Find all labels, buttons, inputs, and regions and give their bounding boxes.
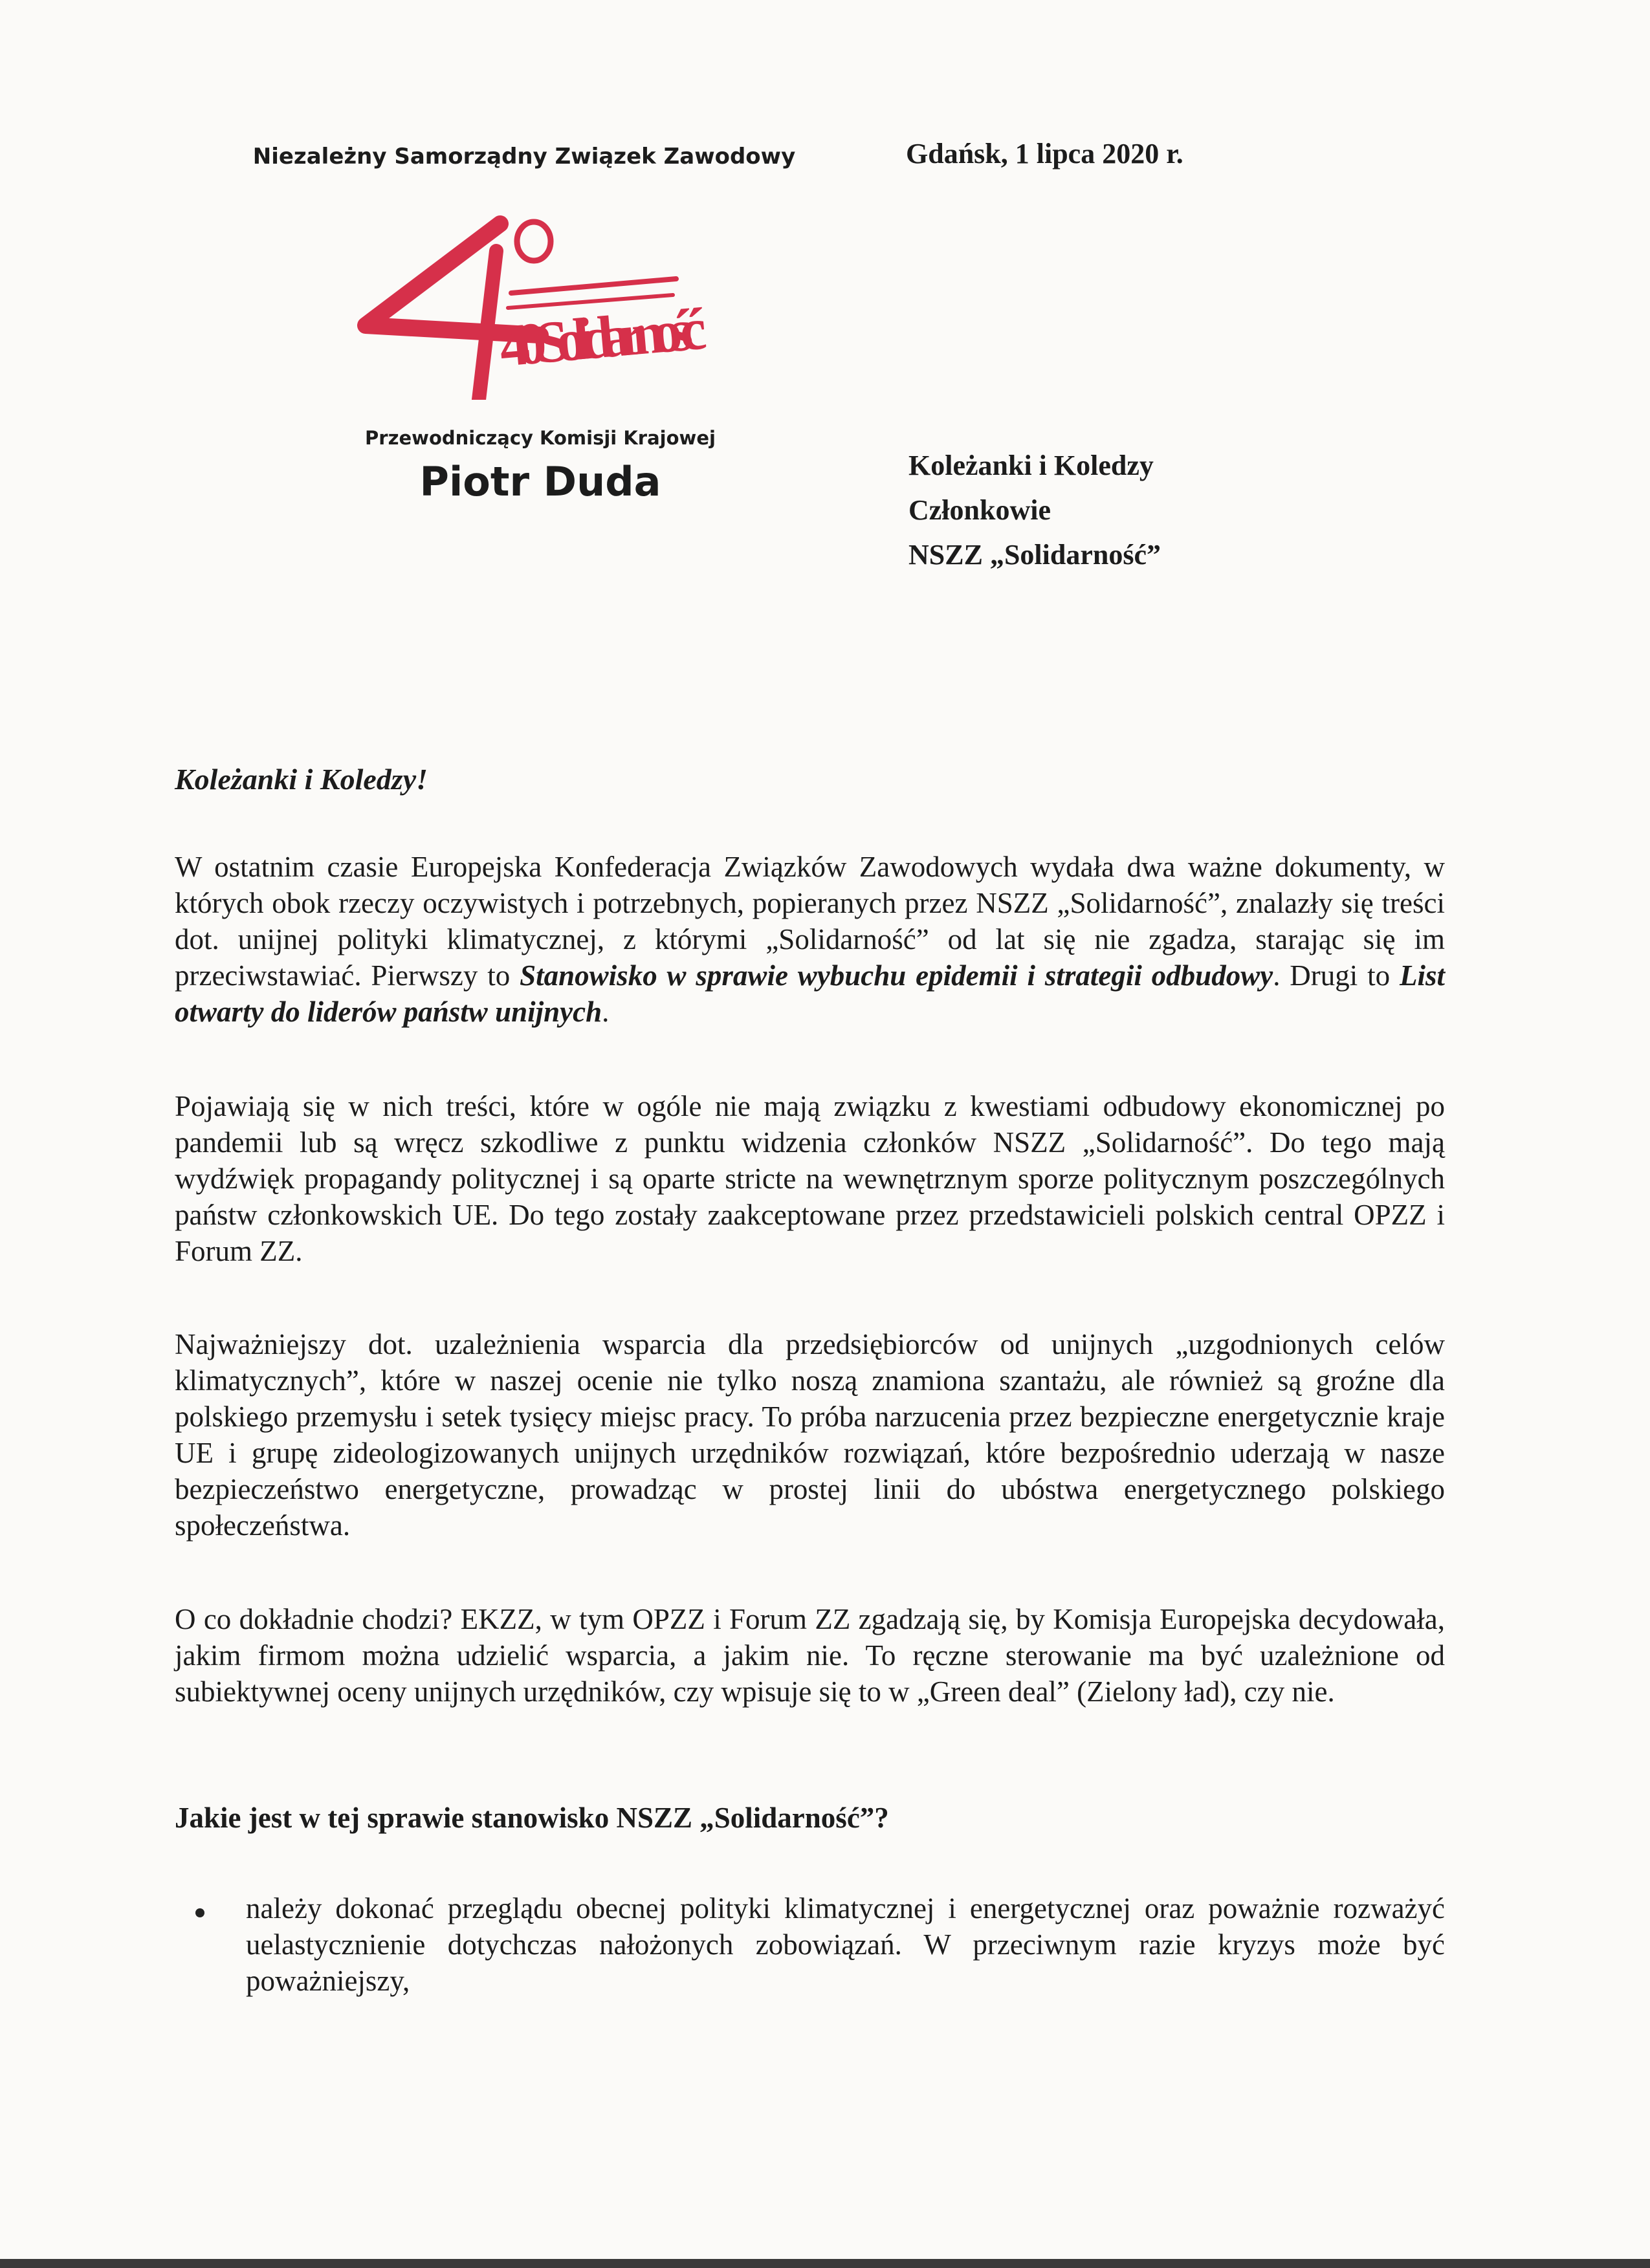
paragraph-1-text-e: .: [602, 996, 610, 1028]
document-title-list: List otwarty do liderów państw unijnych: [175, 959, 1445, 1028]
solidarnosc-40-logo: [346, 212, 718, 400]
document-title-stanowisko: Stanowisko w sprawie wybuchu epidemii i strategii odbudowy: [520, 959, 1273, 992]
addressee-line-2: Członkowie: [908, 494, 1051, 526]
organization-name: Niezależny Samorządny Związek Zawodowy: [252, 144, 796, 169]
chair-role: Przewodniczący Komisji Krajowej: [365, 427, 716, 449]
paragraph-2: Pojawiają się w nich treści, które w ogóle nie mają związku z kwestiami odbudowy ekonomicznej po pandemii lub są wręcz szkodliwe z punktu widzenia członków NSZZ „Solidarność”. Do tego mają wydźwięk propagandy politycznej i są oparte stricte na wewnętrznym sporze politycznym poszczególnych państw członkowskich UE. Do tego zostały zaakceptowane przez przedstawicieli polskich central OPZZ i Forum ZZ.: [175, 1090, 1445, 1267]
paragraph-1-text-a: W ostatnim czasie Europejska Konfederacja Związków Zawodowych wydała dwa ważne dokumenty, w których obok rzeczy oczywistych i potrzebnych, popieranych przez NSZZ „Solidarność”, znalazły się treści dot. unijnej polityki klimatycznej, z którymi „Solidarność” od lat się nie zgadza, starając się im przeciwstawiać. Pierwszy to: [175, 851, 1445, 992]
bullet-item-1: należy dokonać przeglądu obecnej polityki klimatycznej i energetycznej oraz poważnie rozważyć uelastycznienie dotychczas nałożonych zobowiązań. W przeciwnym razie kryzys może być poważniejszy,: [246, 1892, 1445, 1997]
logo-wordmark: 40 Solidarność: [496, 295, 709, 379]
bullet-icon: [195, 1908, 204, 1917]
chair-name: Piotr Duda: [419, 458, 661, 505]
paragraph-1-text-c: . Drugi to: [1273, 959, 1400, 992]
addressee-line-3: NSZZ „Solidarność”: [908, 539, 1161, 571]
paragraph-4: O co dokładnie chodzi? EKZZ, w tym OPZZ i Forum ZZ zgadzają się, by Komisja Europejska decydowała, jakim firmom można udzielić wsparcia, a jakim nie. To ręczne sterowanie ma być uzależnione od subiektywnej oceny unijnych urzędników, czy wpisuje się to w „Green deal” (Zielony ład), czy nie.: [175, 1603, 1445, 1708]
addressee-line-1: Koleżanki i Koledzy: [908, 450, 1154, 481]
scan-edge: [0, 2259, 1650, 2268]
paragraph-1: [175, 849, 1445, 1030]
place-and-date: Gdańsk, 1 lipca 2020 r.: [906, 138, 1183, 169]
salutation: Koleżanki i Koledzy!: [175, 763, 428, 796]
paragraph-3: Najważniejszy dot. uzależnienia wsparcia dla przedsiębiorców od unijnych „uzgodnionych celów klimatycznych”, które w naszej ocenie nie tylko noszą znamiona szantażu, ale również są groźne dla polskiego przemysłu i setek tysięcy miejsc pracy. To próba narzucenia przez bezpieczne energetycznie kraje UE i grupę zideologizowanych unijnych urzędników rozwiązań, które bezpośrednio uderzają w nasze bezpieczeństwo energetyczne, prowadząc w prostej linii do ubóstwa energetycznego polskiego społeczeństwa.: [175, 1328, 1445, 1542]
position-question: Jakie jest w tej sprawie stanowisko NSZZ „Solidarność”?: [175, 1802, 889, 1834]
